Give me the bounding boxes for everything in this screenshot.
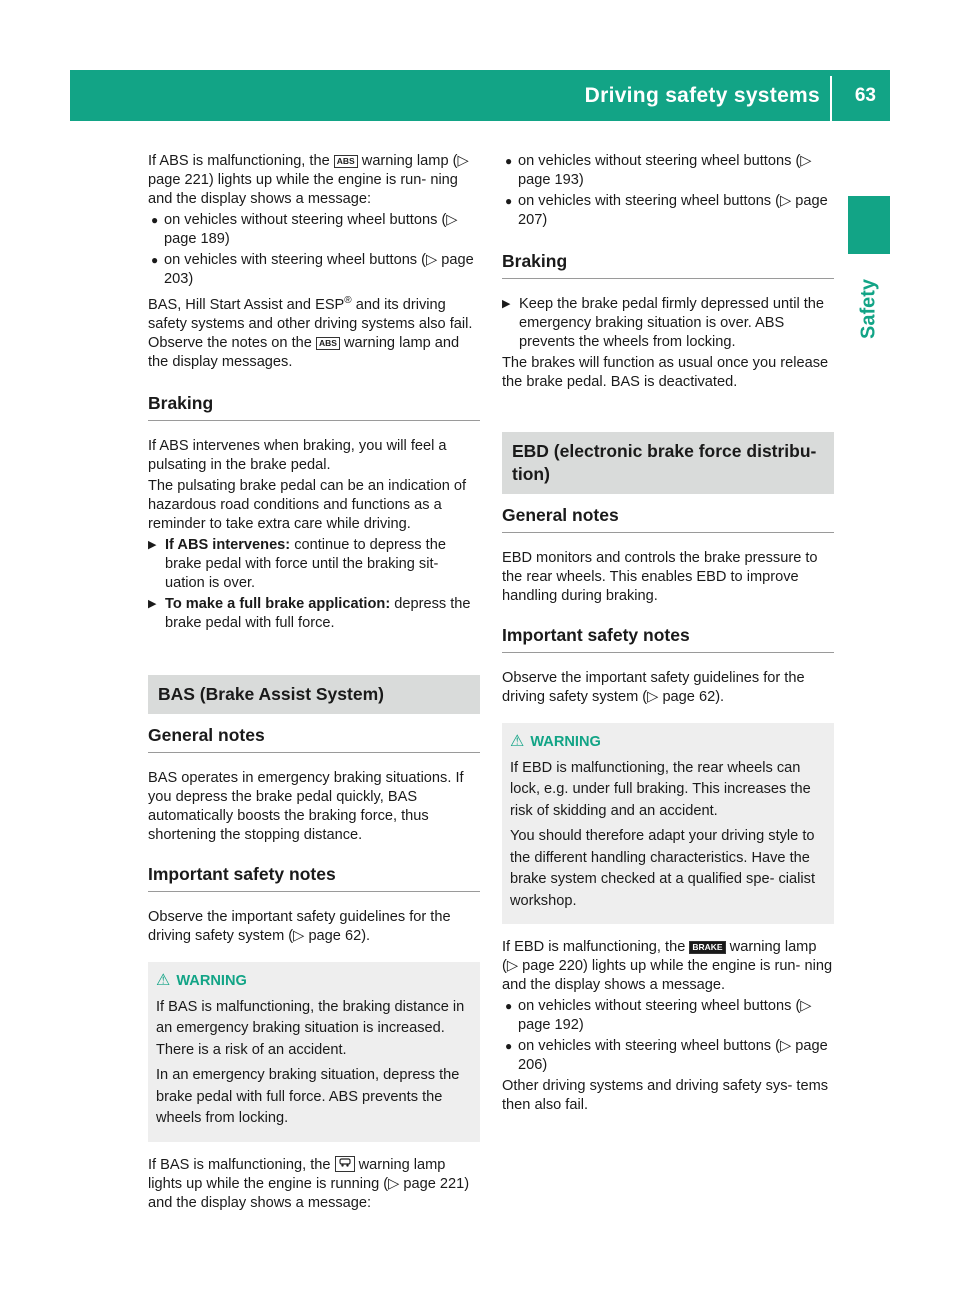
warning-text: If EBD is malfunctioning, the rear wheels can lock, e.g. under full braking. This increases the risk of skidding and an accident. [510, 759, 811, 819]
list-item-text: on vehicles with steering wheel buttons (▷ page 206) [518, 1038, 828, 1073]
text: warning lamp lights up while the engine is running (▷ page 221) and the display shows a message: [148, 1156, 470, 1211]
general-notes-heading: General notes [148, 726, 480, 753]
step-label: To make a full brake application: [165, 596, 391, 612]
safety-notes-heading: Important safety notes [502, 626, 834, 653]
list-item [148, 251, 480, 289]
bullet-icon: ● [505, 999, 513, 1013]
bullet-icon: ● [505, 154, 513, 168]
bullet-icon: ● [151, 253, 159, 267]
arrow-right-icon: ▶ [502, 298, 511, 310]
step-item [148, 536, 480, 593]
ebd-malfunction-paragraph [502, 938, 834, 995]
list-item [502, 997, 834, 1035]
warning-title-text: WARNING [176, 973, 247, 989]
warning-text: If BAS is malfunctioning, the braking distance in an emergency braking situation is increased. There is a risk of an accident. [156, 998, 465, 1058]
chapter-tab [848, 196, 890, 254]
text: and its driving safety systems and other driving systems also fail. Observe the notes on the [148, 297, 473, 351]
warning-triangle-icon: ⚠ [510, 733, 525, 750]
car-skid-warning-lamp-icon [335, 1156, 355, 1172]
warning-box [502, 723, 834, 924]
bullet-icon: ● [505, 194, 513, 208]
chapter-label [846, 264, 892, 354]
step-label: If ABS intervenes: [165, 537, 291, 553]
ebd-section-heading: EBD (electronic brake force distribu- tion) [502, 432, 834, 494]
bas-malfunction-paragraph [148, 1156, 480, 1213]
brake-warning-lamp-icon: BRAKE [689, 941, 725, 954]
list-item [502, 152, 834, 190]
bullet-icon: ● [505, 1039, 513, 1053]
registered-mark: ® [344, 295, 352, 306]
chapter-label-text: Safety [857, 278, 880, 340]
safety-notes-text: Observe the important safety guidelines for the driving safety system (▷ page 62). [148, 909, 451, 944]
abs-fail-paragraph [148, 291, 480, 372]
step-item [502, 295, 834, 352]
list-item-text: on vehicles without steering wheel buttons (▷ page 189) [164, 212, 458, 247]
warning-title [510, 731, 826, 754]
warning-title [156, 970, 472, 993]
safety-notes-text: Observe the important safety guidelines for the driving safety system (▷ page 62). [502, 670, 805, 705]
warning-text: You should therefore adapt your driving style to the different handling characteristics. Have the brake system checked at a qualified spe- cialist workshop. [510, 828, 815, 909]
warning-box [148, 962, 480, 1142]
braking-heading: Braking [148, 394, 480, 421]
general-notes-heading: General notes [502, 506, 834, 533]
text: BAS, Hill Start Assist and ESP [148, 297, 345, 313]
header-divider [830, 76, 832, 121]
text: warning lamp and the display messages. [148, 335, 460, 370]
braking-heading: Braking [502, 252, 834, 279]
abs-malfunction-paragraph [148, 152, 480, 209]
list-item-text: on vehicles with steering wheel buttons (▷ page 207) [518, 193, 828, 228]
text: If BAS is malfunctioning, the [148, 1156, 335, 1173]
safety-notes-heading: Important safety notes [148, 865, 480, 892]
arrow-right-icon: ▶ [148, 598, 157, 610]
list-item [502, 1037, 834, 1075]
step-item [148, 595, 480, 633]
bas-section-heading: BAS (Brake Assist System) [148, 675, 480, 714]
step-text: Keep the brake pedal firmly depressed until the emergency braking situation is over. ABS prevents the wheels from locking. [519, 296, 825, 350]
list-item-text: on vehicles without steering wheel buttons (▷ page 192) [518, 998, 812, 1033]
list-item-text: on vehicles without steering wheel buttons (▷ page 193) [518, 153, 812, 188]
page-header [70, 70, 890, 121]
abs-warning-lamp-icon: ABS [334, 155, 358, 168]
list-item [502, 192, 834, 230]
list-item-text: on vehicles with steering wheel buttons (▷ page 203) [164, 252, 474, 287]
page-number: 63 [854, 85, 876, 106]
text: If ABS is malfunctioning, the [148, 153, 334, 169]
braking-paragraph: The pulsating brake pedal can be an indication of hazardous road conditions and functions as a reminder to take extra care while driving. [148, 478, 467, 532]
list-item [148, 211, 480, 249]
arrow-right-icon: ▶ [148, 539, 157, 551]
warning-title-text: WARNING [530, 734, 601, 750]
bullet-icon: ● [151, 213, 159, 227]
text: If EBD is malfunctioning, the [502, 939, 690, 955]
right-column [502, 152, 834, 1117]
closing-paragraph: Other driving systems and driving safety sys- tems then also fail. [502, 1078, 829, 1113]
general-notes-text: EBD monitors and controls the brake pressure to the rear wheels. This enables EBD to improve handling during braking. [502, 550, 818, 604]
header-title: Driving safety systems [584, 84, 820, 107]
step-text: depress the brake pedal with full force. [165, 596, 471, 631]
braking-paragraph: If ABS intervenes when braking, you will feel a pulsating in the brake pedal. [148, 438, 447, 473]
abs-warning-lamp-icon: ABS [316, 337, 340, 350]
warning-triangle-icon: ⚠ [156, 972, 171, 989]
general-notes-text: BAS operates in emergency braking situations. If you depress the brake pedal quickly, BAS automatically boosts the braking force, thus shortening the stopping distance. [148, 770, 464, 843]
step-text: continue to depress the brake pedal with force until the braking sit- uation is over. [165, 537, 446, 591]
text: warning lamp (▷ page 221) lights up while the engine is run- ning and the display shows a message: [148, 153, 469, 207]
text: warning lamp (▷ page 220) lights up while the engine is run- ning and the display shows a message. [502, 939, 833, 993]
braking-paragraph: The brakes will function as usual once you release the brake pedal. BAS is deactivated. [502, 355, 829, 390]
warning-text: In an emergency braking situation, depress the brake pedal with full force. ABS prevents the wheels from locking. [156, 1067, 460, 1126]
left-column [148, 152, 480, 1215]
